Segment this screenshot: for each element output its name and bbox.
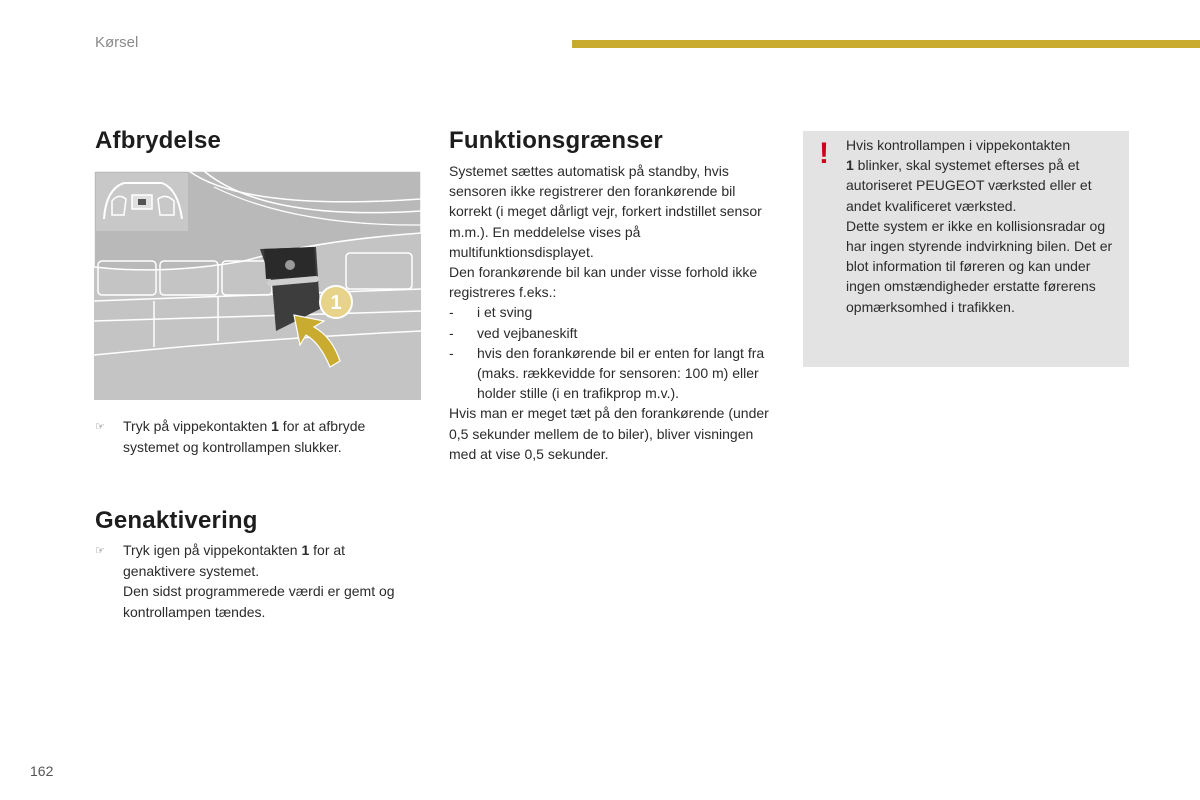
heading-afbrydelse: Afbrydelse: [95, 127, 222, 154]
accent-bar: [572, 40, 1200, 48]
warning-box: [803, 131, 1129, 367]
warning-icon: !: [819, 137, 829, 170]
warning-text: [846, 135, 1126, 317]
callout-1: [320, 286, 352, 318]
inset-car-icon: [96, 173, 188, 231]
list-item: - i et sving: [449, 304, 533, 321]
funktionsgraenser-body: [449, 161, 779, 464]
callout-label: 1: [330, 292, 342, 314]
warning-para: Dette system er ikke en kollisionsradar og har ingen styrende indvirkning bilen. Det er blot information til føreren og kan under ingen omstændigheder erstatte førerens opmærksomhed i trafikken.: [846, 217, 1113, 315]
pointer-icon: ☞: [95, 545, 105, 557]
list-item-text: i et sving: [477, 304, 533, 321]
pointer-icon: ☞: [95, 421, 105, 433]
bullet-text: Tryk på vippekontakten: [123, 418, 272, 434]
bullet-bold: 1: [271, 418, 279, 434]
section-label: Kørsel: [95, 34, 139, 51]
bullet-bold: 1: [301, 542, 310, 558]
list-item-text: hvis den forankørende bil er enten for langt fra (maks. rækkevidde for sensoren: 100 m) eller holder stille (i en trafikprop m.v.).: [477, 344, 765, 402]
bullet-text-post: for at genaktivere systemet.: [123, 542, 346, 579]
bullet-text-post: for at afbryde systemet og kontrollampen slukker.: [123, 418, 366, 455]
list-item-text: ved vejbaneskift: [477, 324, 578, 341]
afbrydelse-bullet: [95, 416, 415, 457]
bullet-text: Tryk igen på vippekontakten: [123, 542, 302, 558]
page-number: 162: [30, 763, 54, 779]
warning-line: Hvis kontrollampen i vippekontakten: [846, 137, 1071, 153]
list-item: - hvis den forankørende bil er enten for langt fra (maks. rækkevidde for sensoren: 100 m) eller holder stille (i en trafikprop m.v.).: [449, 344, 765, 402]
heading-genaktivering: Genaktivering: [95, 507, 258, 534]
switch-illustration: [94, 171, 421, 400]
list-item: - ved vejbaneskift: [449, 324, 578, 341]
heading-funktionsgraenser: Funktionsgrænser: [449, 127, 663, 154]
dashboard-switch-drawing: [94, 171, 421, 400]
paragraph: Den forankørende bil kan under visse forhold ikke registreres f.eks.:: [449, 264, 758, 301]
genaktivering-note: Den sidst programmerede værdi er gemt og kontrollampen tændes.: [123, 583, 395, 620]
warning-bold: 1: [846, 157, 854, 174]
genaktivering-bullet: [95, 540, 415, 622]
paragraph: Hvis man er meget tæt på den forankørende (under 0,5 sekunder mellem de to biler), bliver visningen med at vise 0,5 sekunder.: [449, 405, 769, 462]
paragraph: Systemet sættes automatisk på standby, hvis sensoren ikke registrerer den forankørende bil korrekt (i meget dårligt vejr, forkert indstillet sensor m.m.). En meddelelse vises på multifunktionsdisplayet.: [449, 163, 762, 260]
warning-line-post: blinker, skal systemet efterses på et autoriseret PEUGEOT værksted eller et andet kvalificeret værksted.: [846, 157, 1092, 214]
